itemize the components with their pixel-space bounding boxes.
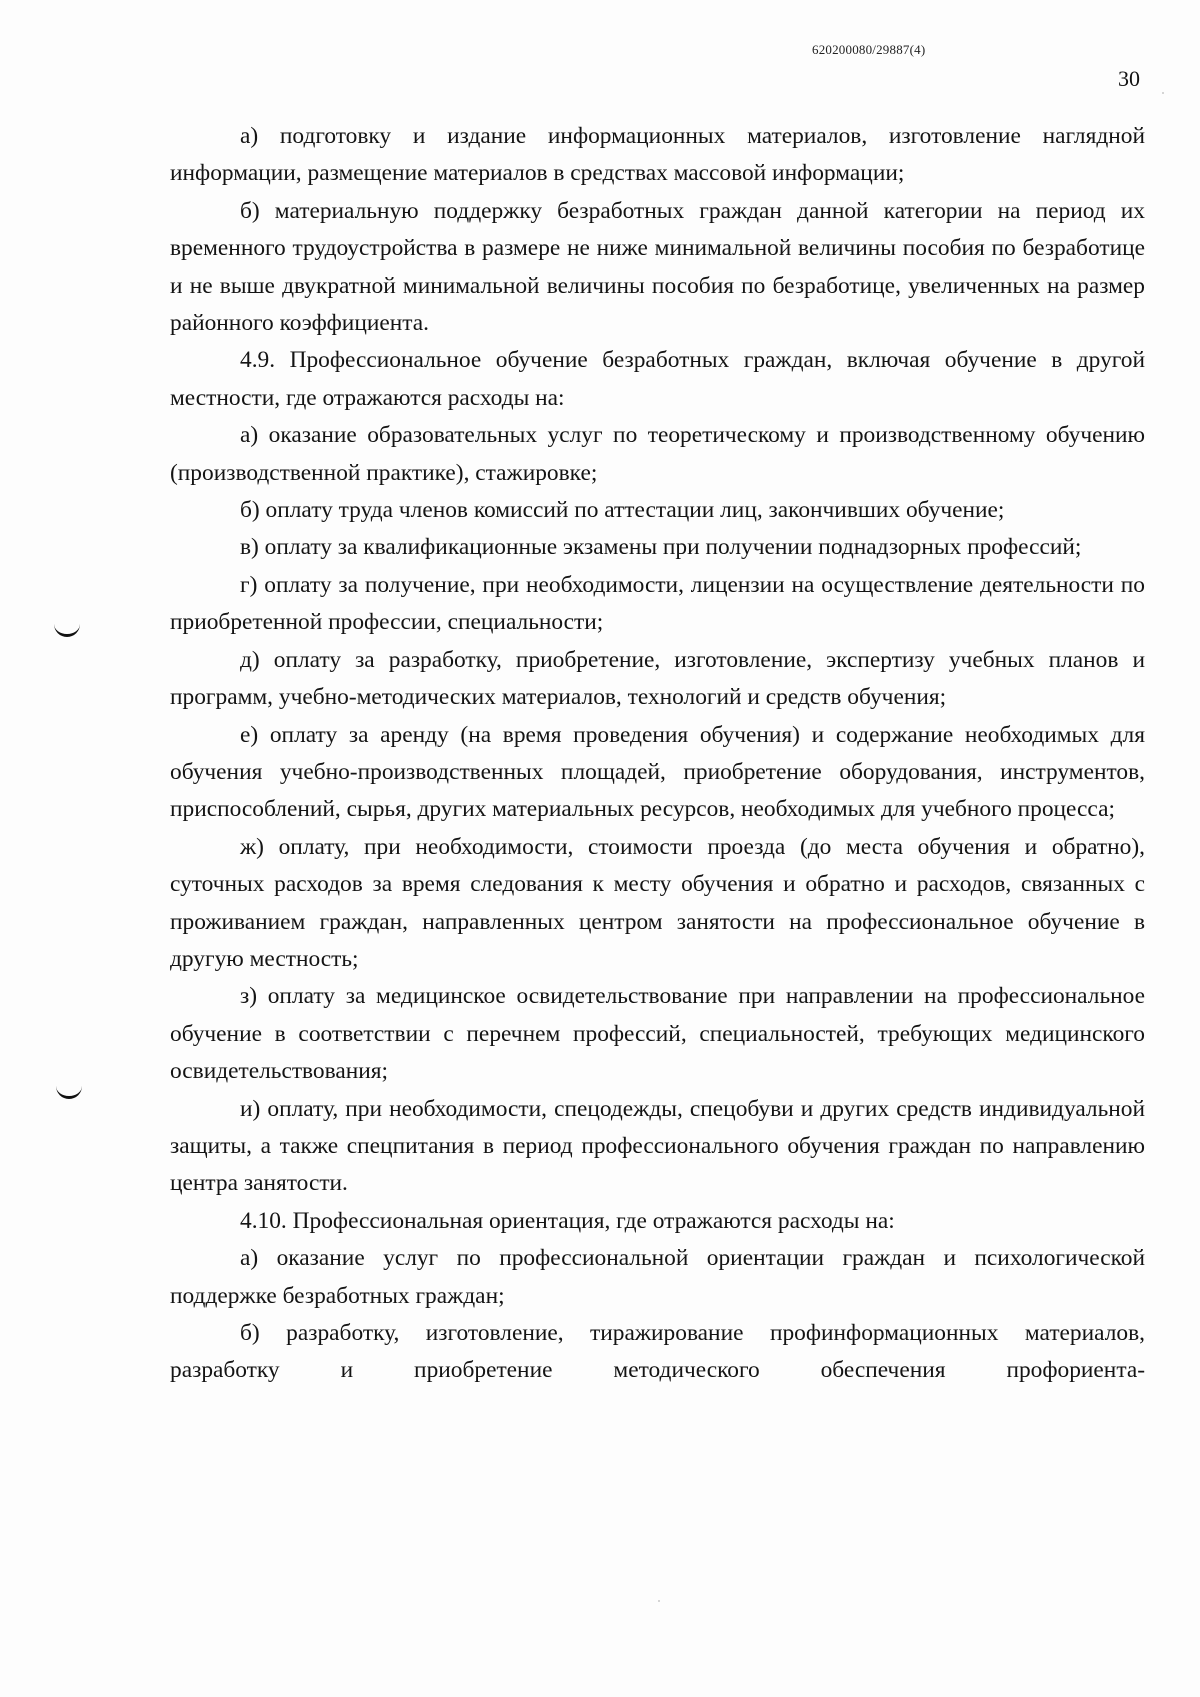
paragraph: е) оплату за аренду (на время проведения обучения) и содержание необходимых для обучения учебно-производственных площадей, приобретение оборудования, инструментов, приспособлений, сырья, других материальных ресурсов, необходимых для учебного процесса; xyxy=(170,721,1145,823)
scan-speck xyxy=(658,1600,660,1602)
paragraph: а) оказание услуг по профессиональной ориентации граждан и психологической поддержке безработных граждан; xyxy=(170,1245,1145,1309)
document-id: 620200080/29887(4) xyxy=(812,42,926,57)
paragraph: б) оплату труда членов комиссий по аттестации лиц, закончивших обучение; xyxy=(240,497,1005,524)
paragraph: 4.10. Профессиональная ориентация, где отражаются расходы на: xyxy=(240,1207,895,1234)
paragraph: д) оплату за разработку, приобретение, изготовление, экспертизу учебных планов и программ, учебно-методических материалов, технологий и средств обучения; xyxy=(170,646,1145,711)
paragraph: б) материальную поддержку безработных граждан данной категории на период их временного трудоустройства в размере не ниже минимальной величины пособия по безработице и не выше двукратной минимальной величины пособия по безработице, увеличенных на размер районного коэффициента. xyxy=(170,197,1145,337)
paragraph: з) оплату за медицинское освидетельствование при направлении на профессиональное обучение в соответствии с перечнем профессий, специальностей, требующих медицинского освидетельствования; xyxy=(170,983,1145,1085)
page-number: 30 xyxy=(1118,66,1140,91)
paragraph: ж) оплату, при необходимости, стоимости проезда (до места обучения и обратно), суточных расходов за время следования к месту обучения и обратно и расходов, связанных с проживанием граждан, направленных центром занятости на профессиональное обучение в другую местность; xyxy=(170,833,1145,972)
paragraph: и) оплату, при необходимости, спецодежды, спецобуви и других средств индивидуальной защиты, а также спецпитания в период профессионального обучения граждан по направлению центра занятости. xyxy=(170,1095,1145,1197)
paragraph: в) оплату за квалификационные экзамены при получении поднадзорных профессий; xyxy=(240,534,1082,561)
paragraph: 4.9. Профессиональное обучение безработных граждан, включая обучение в другой местности, где отражаются расходы на: xyxy=(170,347,1145,411)
margin-mark xyxy=(54,624,80,637)
scan-speck xyxy=(1162,92,1164,94)
paragraph: а) оказание образовательных услуг по теоретическому и производственному обучению (производственной практике), стажировке; xyxy=(170,422,1145,486)
margin-mark xyxy=(56,1086,82,1099)
paragraph: г) оплату за получение, при необходимости, лицензии на осуществление деятельности по приобретенной профессии, специальности; xyxy=(170,571,1145,636)
paragraph: б) разработку, изготовление, тиражирование профинформационных материалов, разработку и приобретение методического обеспечения профориента- xyxy=(170,1320,1145,1384)
paragraph: а) подготовку и издание информационных материалов, изготовление наглядной информации, размещение материалов в средствах массовой информации; xyxy=(170,123,1145,187)
document-body xyxy=(170,118,1145,1390)
